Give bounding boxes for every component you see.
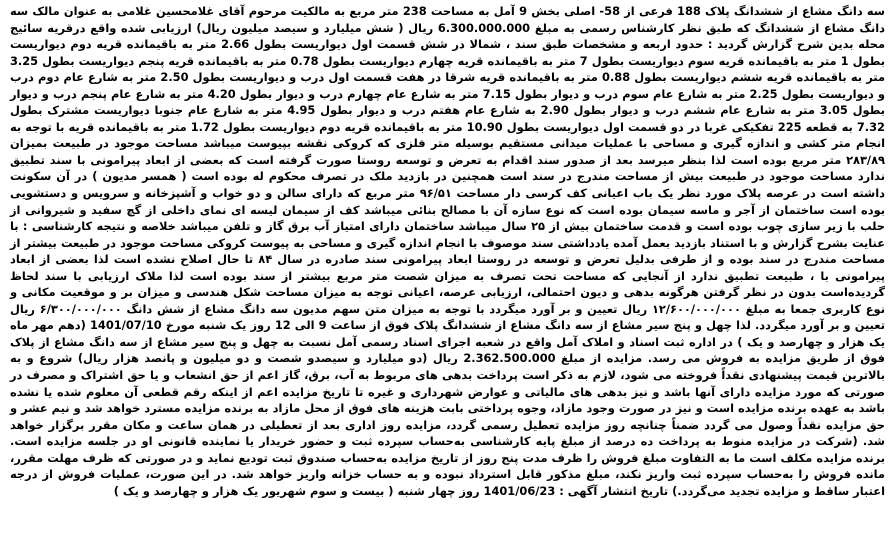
auction-notice-text: سه دانگ مشاع از ششدانگ پلاک 188 فرعی از 58- اصلی بخش 9 آمل به مساحت 238 متر مربع به مالکیت مرحوم آقای غلامحسین غلامی به عنوان مالک سه دانگ مشاع از ششدانگ که طبق نظر کارشناس رسمی به مبلغ 6.300.000.000 ریال ( شش میلیارد و سیصد میلیون ریال) ارزیابی شده واقع درقریه سائیج محله بدین شرح گزارش گردید : حدود اربعه و مشخصات طبق سند ، شمالا در شش قسمت اول دیواریست بطول 2.66 متر به باقیمانده قریه دوم دیواریست بطول 1 متر به باقیمانده قریه سوم دیواریست بطول 7 متر به باقیمانده قریه چهارم دیواریست بطول 0.78 متر به باقیمانده قریه پنجم دیواریست بطول 3.25 متر به باقیمانده قریه ششم دیواریست بطول 0.88 متر به باقیمانده قریه شرقا در هفت قسمت اول درب و دیواریست بطول 2.50 متر به شارع عام دوم درب و دیواریست بطول 2.25 متر به شارع عام سوم درب و دیوار بطول 7.15 متر به شارع عام چهارم درب و دیوار بطول 4.20 متر به شارع عام پنجم درب و دیوار بطول 3.05 متر به شارع عام ششم درب و دیوار بطول 2.90 به شارع عام هفتم درب و دیوار بطول 4.95 متر به شارع عام جنوبا دیواریست مشترک بطول 7.32 به قطعه 225 تفکیکی غربا در دو قسمت اول دیواریست بطول 10.90 متر به باقیمانده قریه دوم دیواریست بطول 1.72 متر به باقیمانده قریه با توجه به انجام متر کشی و اندازه گیری و مساحی با عملیات میدانی مستقیم بوسیله متر فلزی که کروکی نقشه بپیوست میباشد مساحت موجود در طبیعت بمیزان ۲۸۳/۸۹ متر مربع بوده است لذا بنظر میرسد بعد از صدور سند اقدام به تعرض و توسعه روستا صورت گرفته است که بعضی از ابعاد پیرامونی با سند تطبیق ندارد مساحت موجود در طبیعت بیش از مساحت مندرج در سند است همچنین در بازدید ملک در تصرف محکوم له بوده است ( همسر مدیون ) در آن سکونت داشته است در عرصه پلاک مورد نظر یک باب اعیانی کف کرسی دار مساحت ۹۶/۵۱ متر مربع که دارای سالن و دو خواب و آشپزخانه و سرویس و دستشویی بوده است ساختمان از آجر و ماسه سیمان بوده است که نوع سازه آن با مصالح بنائی میباشد کف از سیمان لیسه ای نمای داخلی از گچ سفید و شیروانی از حلب با زیر سازی چوب بوده است و قدمت ساختمان بیش از ۲۵ سال میباشد ساختمان دارای امتیاز آب برق گاز و تلفن میباشد خلاصه و نتیجه کارشناسی : با عنایت بشرح گزارش و با استناد بازدید بعمل آمده یادداشتی سند موصوف با انجام اندازه گیری و مساحی به پیوست کروکی مساحت موجود در طبیعت بیشتر از مساحت مندرج در سند بوده و از طرفی بدلیل تعرض و توسعه در روستا ابعاد پیرامونی سند صادره در سال ۸۴ تا حال اصلاح نشده است لذا بعضی از ابعاد پیرامونی با ، طبیعت تطبیق ندارد از آنجایی که مساحت تحت تصرف به میزان شصت متر مربع بیشتر از سند بوده است لذا ملاک ارزیابی با سند لحاظ گردیده‌است بدون در نظر گرفتن هرگونه بدهی و دیون احتمالی، ارزیابی عرصه، اعیانی توجه به میزان مساحت شکل هندسی و میزان بر و موقعیت مکانی و نوع کاربری جمعا به مبلغ ۱۲/۶۰۰/۰۰۰/۰۰۰ ریال تعیین و بر آورد میگردد با توجه به میزان متن سهم مدیون سه دانگ مشاع از شش دانگ ۶/۳۰۰/۰۰۰/۰۰۰ ریال تعیین و بر آورد میگردد. لذا چهل و پنج سیر مشاع از سه دانگ مشاع از ششدانگ پلاک فوق از ساعت 9 الی 12 روز یک شنبه مورخ 1401/07/10 (دهم مهر ماه یک هزار و چهارصد و یک ) در اداره ثبت اسناد و املاک آمل واقع در شعبه اجرای اسناد رسمی آمل نسبت به چهل و پنج سیر مشاع از سه دانگ مشاع از پلاک فوق از طریق مزایده به فروش می رسد. مزایده از مبلغ 2.362.500.000 ریال (دو میلیارد و سیصدو شصت و دو میلیون و پانصد هزار ریال) شروع و به بالاترین قیمت پیشنهادی نقداً فروخته می شود، لازم به ذکر است پرداخت بدهی های مربوط به آب، برق، گاز اعم از حق انشعاب و یا حق اشتراک و مصرف در صورتی که مورد مزایده دارای آنها باشد و نیز بدهی های مالیاتی و عوارض شهرداری و غیره تا تاریخ مزایده اعم از اینکه رقم قطعی آن معلوم شده یا نشده باشد به عهده برنده مزایده است و نیز در صورت وجود مازاد، وجوه پرداختی بابت هزینه های فوق از محل مازاد به برنده مزایده مسترد خواهد شد و نیم عشر و حق مزایده نقداً وصول می گردد ضمناً چنانچه روز مزایده تعطیل رسمی گردد، مزایده روز اداری بعد از تعطیلی در همان ساعت و مکان مقرر برگزار خواهد شد. (شرکت در مزایده منوط به پرداخت ده درصد از مبلغ پایه کارشناسی به‌حساب سپرده ثبت و حضور خریدار یا نماینده قانونی او در جلسه مزایده است. برنده مزایده مکلف است ما به التفاوت مبلغ فروش را ظرف مدت پنج روز از تاریخ مزایده به‌حساب صندوق ثبت تودیع نماید و در صورتی که ظرف مهلت مقرر، مانده فروش را به‌حساب سپرده ثبت واریز نکند، مبلغ مذکور قابل استرداد نبوده و به حساب خزانه واریز خواهد شد. در این صورت، عملیات فروش از درجه اعتبار ساقط و مزایده تجدید می‌گردد.) تاریخ انتشار آگهی : 1401/06/23 روز چهار شنبه ( بیست و سوم شهریور یک هزار و چهارصد و یک ) [10,4,886,498]
